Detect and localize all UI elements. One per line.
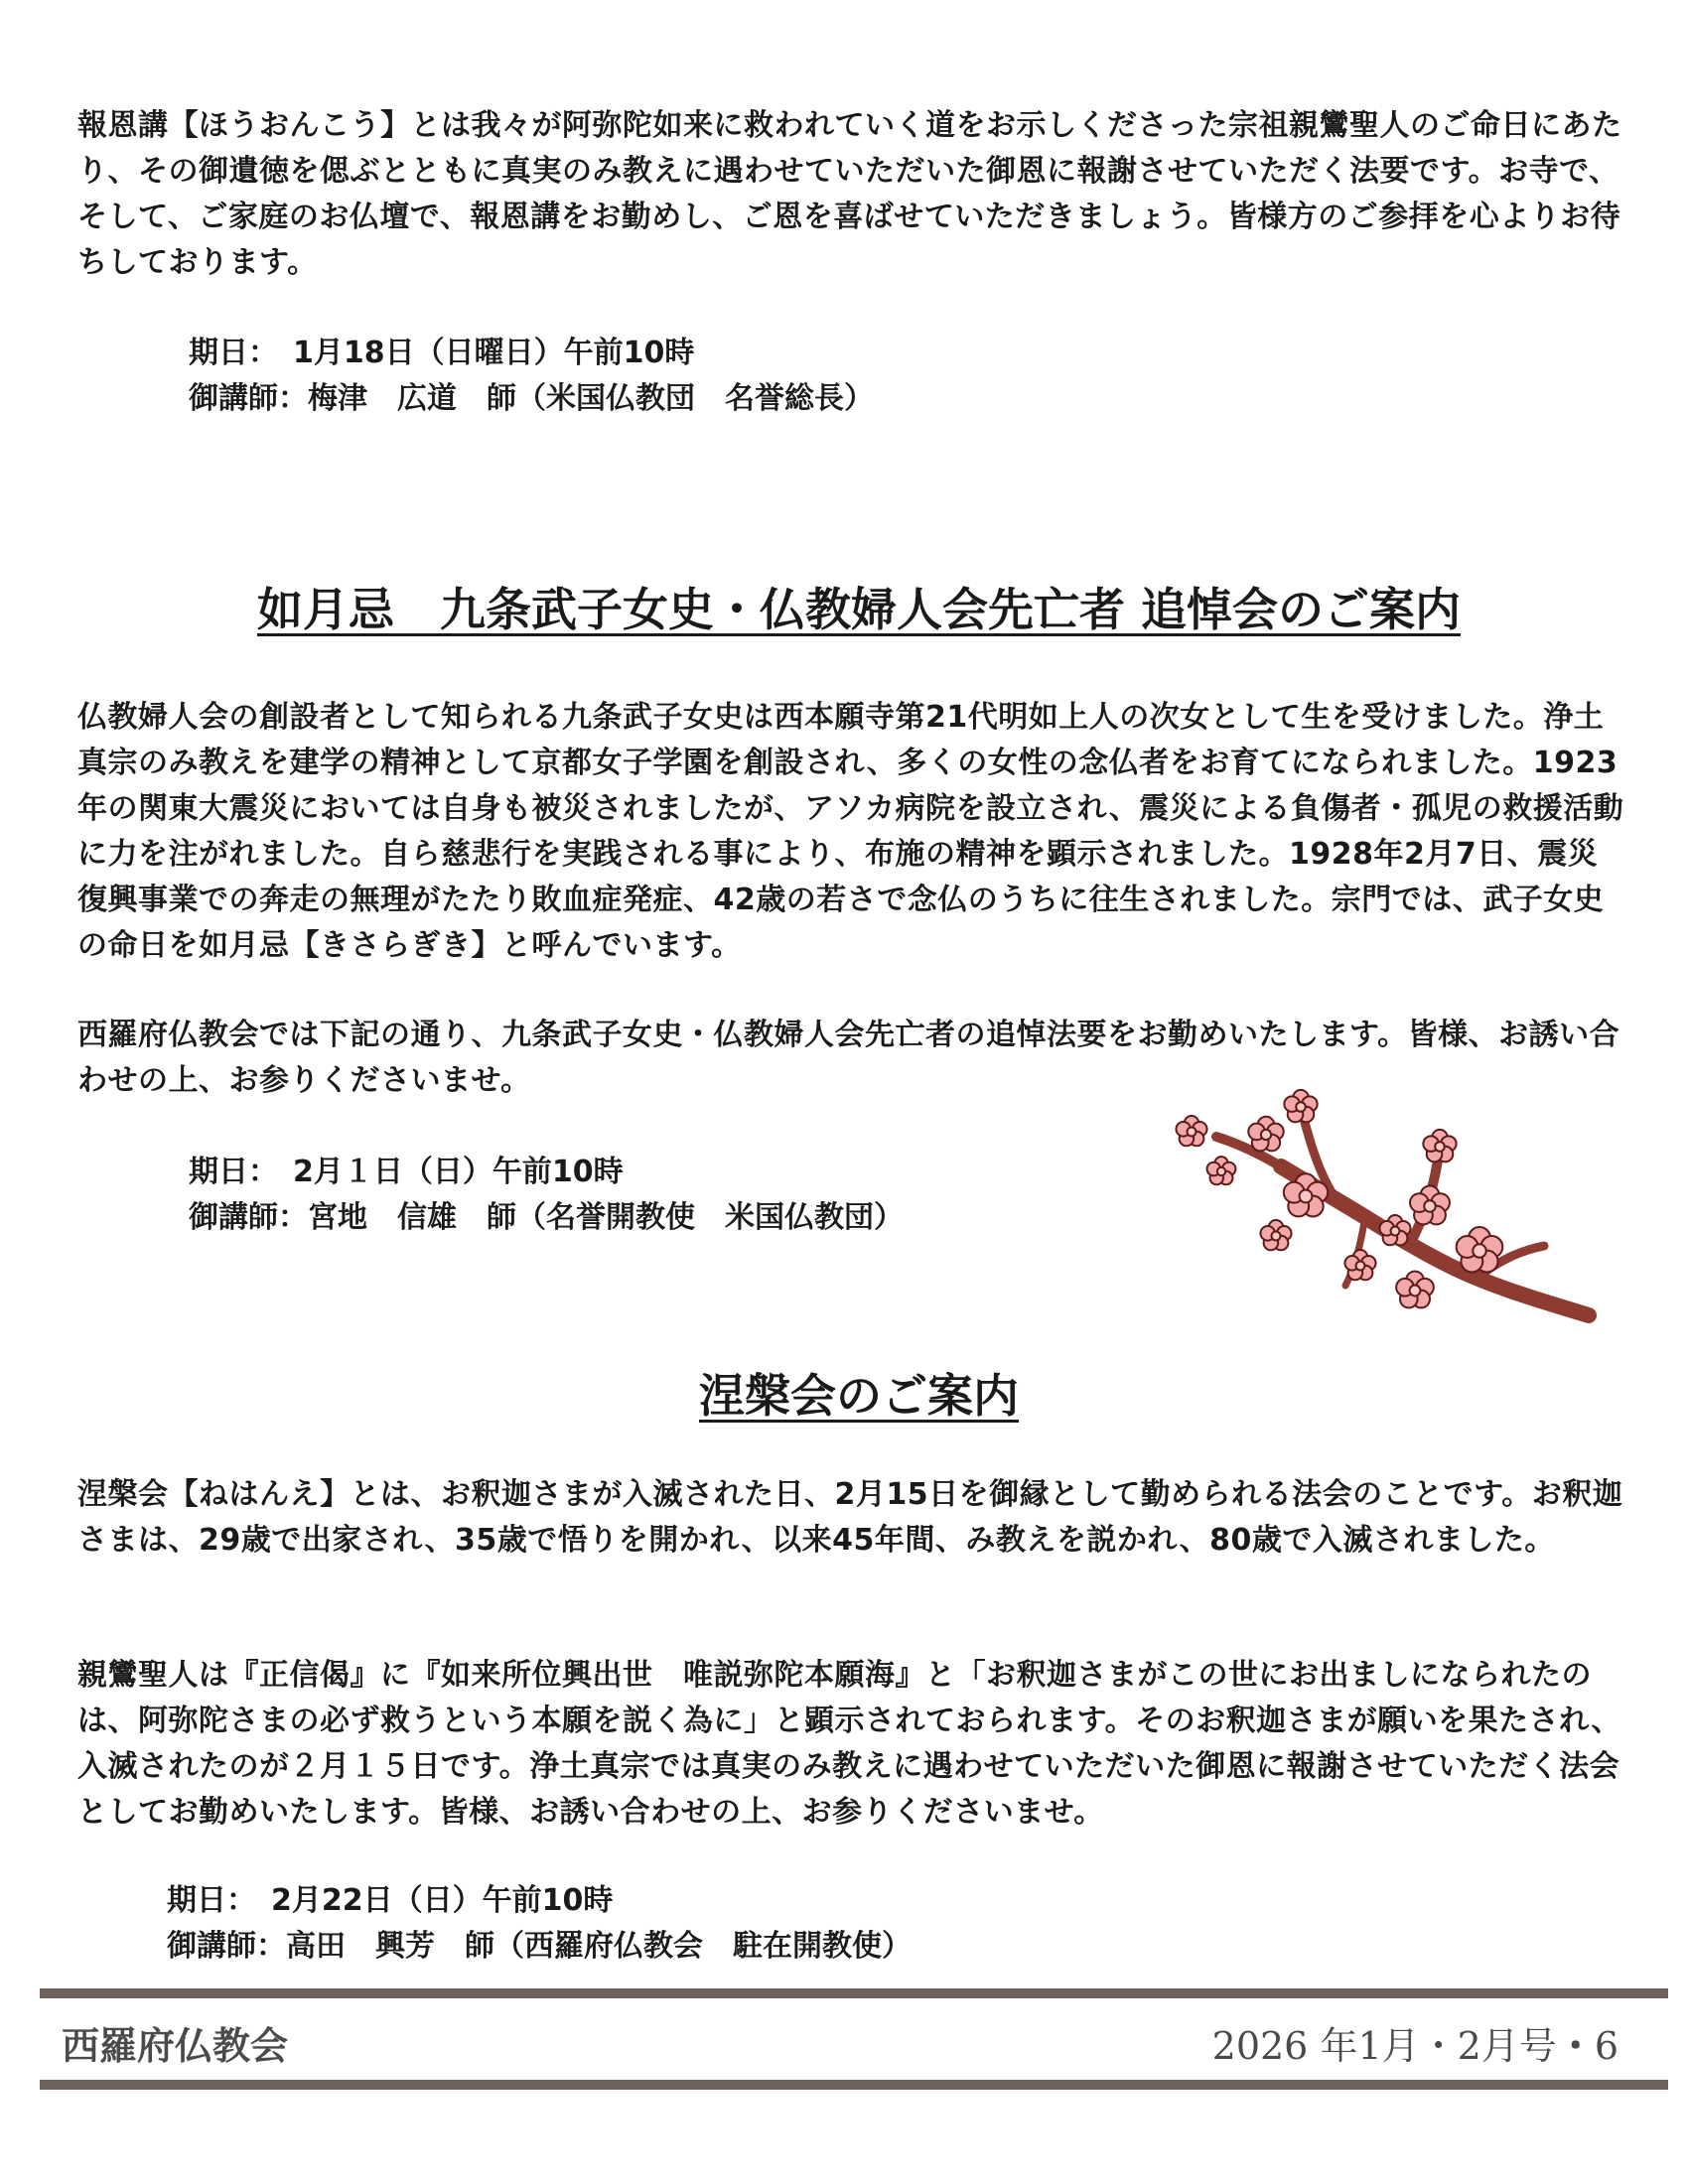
footer-top-rule xyxy=(40,1988,1668,1998)
plum-flower xyxy=(1284,1090,1317,1122)
footer-page-number: 6 xyxy=(1594,2024,1618,2068)
nehane-paragraph-1: 涅槃会【ねはんえ】とは、お釈迦さまが入滅された日、2月15日を御縁として勤められる法会のことです。お釈迦さまは、29歳で出家され、35歳で悟りを開かれ、以来45年間、み教えを説かれ、80歳で入滅されました。 xyxy=(77,1477,1623,1558)
footer-issue: 2026 年1月・2月号 xyxy=(1211,2024,1557,2068)
footer-issue-info xyxy=(1212,2015,1618,2070)
plum-flower xyxy=(1410,1185,1450,1224)
plum-flower xyxy=(1207,1157,1236,1184)
nehane-date: 期日： 2月22日（日）午前10時 xyxy=(167,1883,614,1918)
houonko-info xyxy=(189,331,874,422)
kisaragiki-speaker: 御講師：宮地 信雄 師（名誉開教使 米国仏教団） xyxy=(189,1200,904,1235)
footer-bottom-rule xyxy=(40,2080,1668,2090)
footer-org-name: 西羅府仏教会 xyxy=(62,2024,289,2068)
nehane-info xyxy=(167,1878,912,1970)
kisaragiki-paragraph-2: 西羅府仏教会では下記の通り、九条武子女史・仏教婦人会先亡者の追悼法要をお勤めいたします。皆様、お誘い合わせの上、お参りくださいませ。 xyxy=(77,1018,1620,1098)
kisaragiki-paragraph-1: 仏教婦人会の創設者として知られる九条武子女史は西本願寺第21代明如上人の次女として生を受けました。浄土真宗のみ教えを建学の精神として京都女子学園を創設され、多くの女性の念仏者をお育てになられました。1923年の関東大震災においては自身も被災されましたが、アソカ病院を設立され、震災による負傷者・孤児の救援活動に力を注がれました。自ら慈悲行を実践される事により、布施の精神を顕示されました。1928年2月7日、震災復興事業での奔走の無理がたたり敗血症発症、42歳の若さで念仏のうちに往生されました。宗門では、武子女史の命日を如月忌【きさらぎき】と呼んでいます。 xyxy=(77,700,1624,963)
plum-flower xyxy=(1344,1250,1375,1280)
kisaragiki-heading: 如月忌 九条武子女史・仏教婦人会先亡者 追悼会のご案内 xyxy=(256,583,1461,636)
plum-flower xyxy=(1260,1220,1291,1250)
nehane-speaker: 御講師：高田 興芳 師（西羅府仏教会 駐在開教使） xyxy=(167,1929,912,1964)
plum-flower xyxy=(1176,1116,1206,1146)
kisaragiki-date: 期日： 2月１日（日）午前10時 xyxy=(189,1155,624,1189)
houonko-paragraph: 報恩講【ほうおんこう】とは我々が阿弥陀如来に救われていく道をお示しくださった宗祖親鸞聖人のご命日にあたり、その御遺徳を偲ぶとともに真実のみ教えに遇わせていただいた御恩に報謝させていただく法要です。お寺で、そして、ご家庭のお仏壇で、報恩講をお勤めし、ご恩を喜ばせていただきましょう。皆様方のご参拝を心よりお待ちしております。 xyxy=(77,108,1622,280)
footer-separator: ・ xyxy=(1556,2023,1595,2068)
plum-flower xyxy=(1457,1227,1503,1272)
plum-flower xyxy=(1423,1130,1456,1161)
kisaragiki-info xyxy=(189,1150,904,1241)
plum-flower xyxy=(1396,1272,1434,1308)
plum-flower xyxy=(1248,1117,1284,1152)
nehane-heading: 涅槃会のご案内 xyxy=(699,1369,1019,1423)
houonko-date: 期日： 1月18日（日曜日）午前10時 xyxy=(189,336,695,370)
houonko-speaker: 御講師：梅津 広道 師（米国仏教団 名誉総長） xyxy=(189,381,874,416)
plum-blossom-illustration xyxy=(1162,1087,1599,1325)
nehane-paragraph-2: 親鸞聖人は『正信偈』に『如来所位興出世 唯説弥陀本願海』と「お釈迦さまがこの世にお出ましになられたのは、阿弥陀さまの必ず救うという本願を説く為に」と顕示されておられます。そのお釈迦さまが願いを果たされ、入滅されたのが２月１５日です。浄土真宗では真実のみ教えに遇わせていただいた御恩に報謝させていただく法会としてお勤めいたします。皆様、お誘い合わせの上、お参りくださいませ。 xyxy=(77,1658,1621,1830)
